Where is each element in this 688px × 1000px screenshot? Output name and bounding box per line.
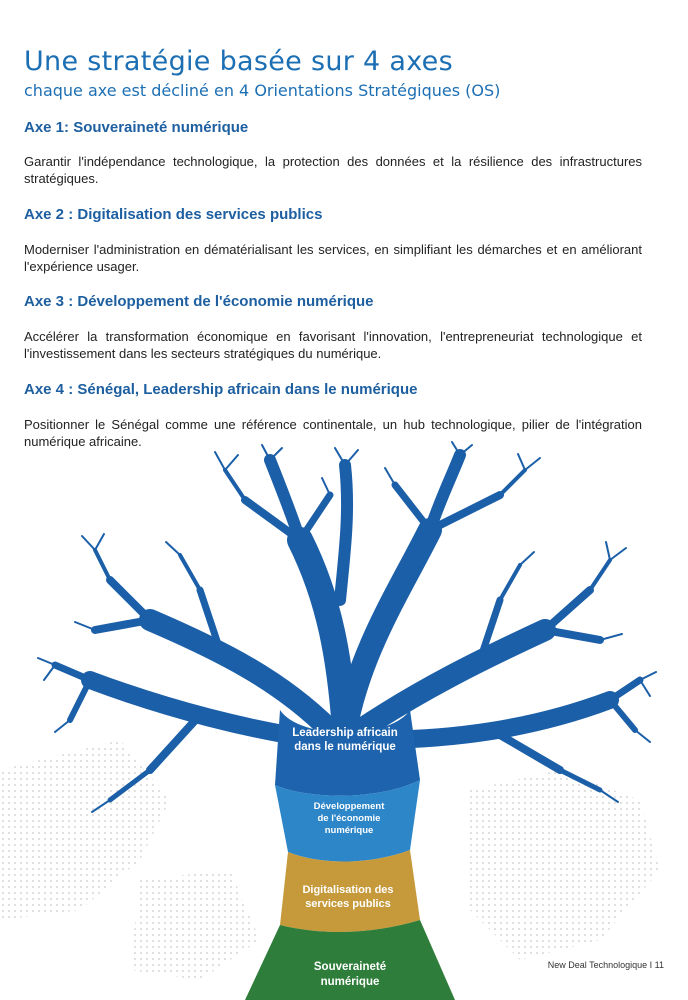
page-subtitle: chaque axe est décliné en 4 Orientations Stratégiques (OS) <box>24 81 501 100</box>
axe-3-text: Accélérer la transformation économique en favorisant l'innovation, l'entrepreneuriat technologique et l'investissement dans les secteurs stratégiques du numérique. <box>24 329 642 361</box>
axe-4-text: Positionner le Sénégal comme une référence continentale, un hub technologique, pilier de l'intégration numérique africaine. <box>24 417 642 449</box>
label-leadership-line2: dans le numérique <box>294 741 396 753</box>
axe-1-text: Garantir l'indépendance technologique, la protection des données et la résilience des infrastructures stratégiques. <box>24 154 642 186</box>
axe-4-title: Axe 4 : Sénégal, Leadership africain dans le numérique <box>24 381 418 398</box>
axe-3-title: Axe 3 : Développement de l'économie numérique <box>24 293 374 310</box>
axe-2-text: Moderniser l'administration en dématérialisant les services, en simplifiant les démarches et en améliorant l'expérience usager. <box>24 242 642 274</box>
label-digitalisation-line2: services publics <box>305 898 391 910</box>
label-developpement-line3: numérique <box>324 825 374 836</box>
label-digitalisation-line1: Digitalisation des <box>302 884 394 896</box>
label-souverainete-line2: numérique <box>320 976 380 988</box>
page-footer: New Deal Technologique I 11 <box>547 960 664 970</box>
label-developpement-line1: Développement <box>313 801 385 812</box>
axe-2-title: Axe 2 : Digitalisation des services publics <box>24 206 323 223</box>
baobab-tree-illustration <box>0 440 688 1000</box>
trunk-segment-souverainete <box>245 920 455 1000</box>
tree-trunk <box>245 710 455 1000</box>
page-title: Une stratégie basée sur 4 axes <box>24 46 453 77</box>
label-developpement-line2: de l'économie <box>317 813 381 824</box>
axe-1-title: Axe 1: Souveraineté numérique <box>24 119 249 136</box>
label-leadership-line1: Leadership africain <box>292 727 398 739</box>
label-souverainete-line1: Souveraineté <box>313 961 387 973</box>
